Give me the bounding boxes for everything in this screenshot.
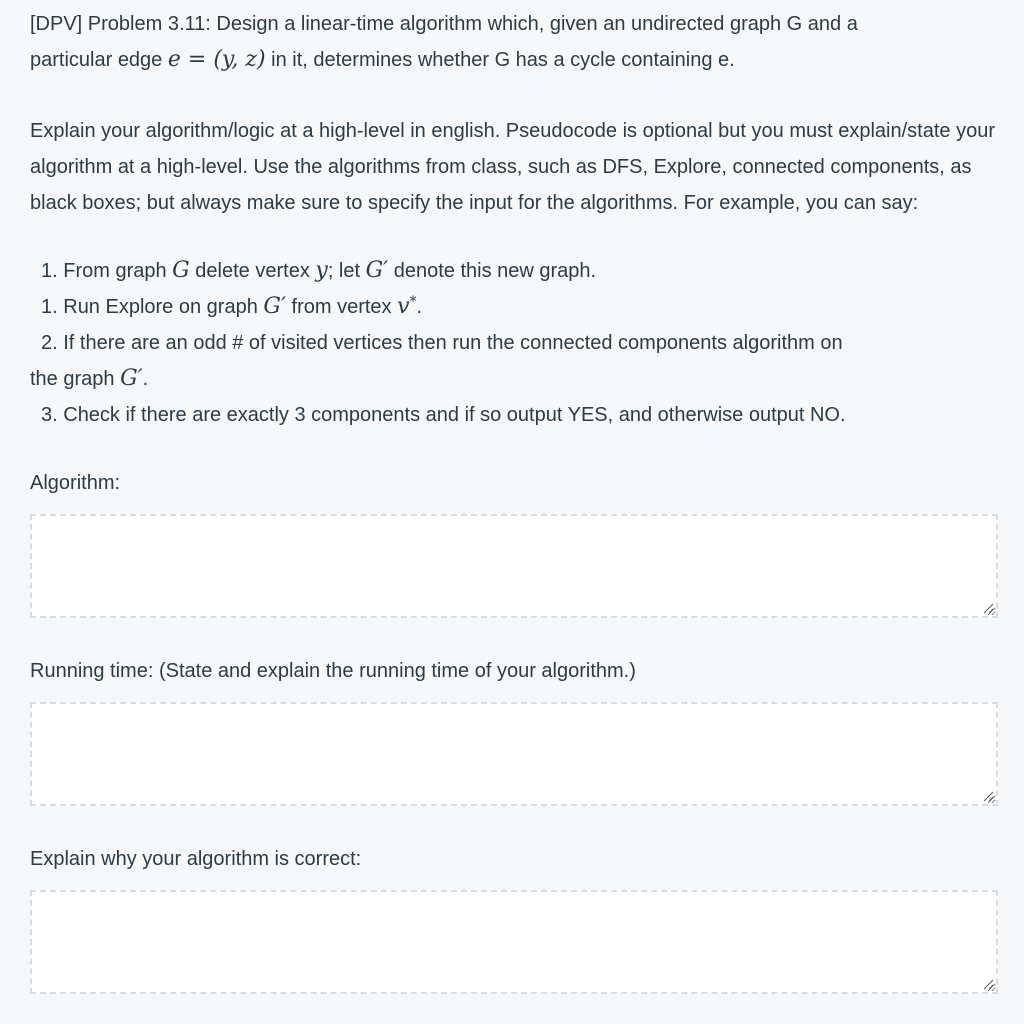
math-g-prime: G′ [120,366,143,391]
problem-line2-end: in it, determines whether G has a cycle containing e. [265,49,735,71]
example-step-continued [30,361,998,397]
example-step [30,289,998,325]
step-number: 1. [41,260,58,282]
step-number: 1. [41,296,58,318]
math-g: G [172,258,190,283]
step-text: . [416,296,423,318]
problem-intro: [DPV] Problem 3.11: Design a linear-time algorithm which, given an undirected graph G and a [30,13,858,35]
edge-tuple: (y, z) [213,47,266,72]
step-text: Check if there are exactly 3 components and if so output YES, and otherwise output NO. [57,404,846,426]
algorithm-label: Algorithm: [30,472,121,494]
step-number: 3. [41,404,58,426]
step-number: 2. [41,332,58,354]
step-text: If there are an odd # of visited vertices then run the connected components algorithm on [57,332,843,354]
correctness-label: Explain why your algorithm is correct: [30,848,362,870]
correctness-answer-box[interactable] [30,890,998,994]
step-text: from vertex [285,296,398,318]
problem-statement [30,6,998,78]
step-text: ; let [327,260,366,282]
problem-line2-start: particular edge [30,49,168,71]
step-text: delete vertex [189,260,316,282]
math-g-prime: G′ [365,258,389,283]
equals-sign: = [180,47,214,72]
math-v: v [397,294,410,319]
edge-variable: e [167,47,181,72]
step-text: . [142,368,149,390]
step-text: the graph [30,368,121,390]
math-star: * [409,294,417,310]
algorithm-answer-box[interactable] [30,514,998,618]
step-text: denote this new graph. [388,260,597,282]
math-y: y [315,258,328,283]
running-time-answer-box[interactable] [30,702,998,806]
example-step [30,397,998,433]
instructions: Explain your algorithm/logic at a high-level in english. Pseudocode is optional but you must explain/state your algorithm at a high-level. Use the algorithms from class, such as DFS, Explore, connected components, as black boxes; but always make sure to specify the input for the algorithms. For example, you can say: [30,120,995,214]
example-step [30,325,998,361]
example-steps [30,253,998,433]
math-g-prime: G′ [263,294,286,319]
running-time-label: Running time: (State and explain the running time of your algorithm.) [30,660,636,682]
step-text: Run Explore on graph [57,296,264,318]
example-step [30,253,998,289]
step-text: From graph [57,260,173,282]
